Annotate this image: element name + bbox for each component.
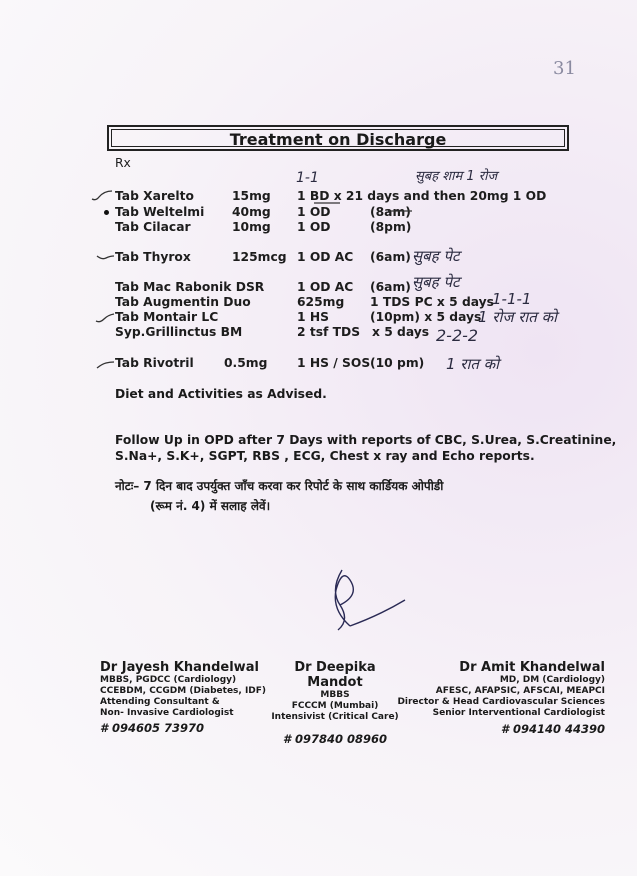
hindi-note-line-2: (रूम नं. 4) में सलाह लेवें। bbox=[150, 499, 271, 513]
doctor-qualification: Attending Consultant & bbox=[100, 697, 220, 707]
doctor-phone: # 094605 73970 bbox=[100, 721, 205, 735]
handwritten-note: 1 रोज रात को bbox=[478, 308, 557, 326]
handwritten-note: 1 रात को bbox=[446, 355, 500, 373]
check-mark-icon bbox=[96, 360, 116, 370]
underline-mark bbox=[386, 208, 416, 214]
med-name: Syp.Grillinctus BM bbox=[115, 325, 243, 339]
med-name: Tab Cilacar bbox=[115, 220, 191, 234]
med-dose: 2 tsf TDS bbox=[297, 325, 361, 339]
rx-label: Rx bbox=[115, 156, 131, 170]
med-name: Tab Weltelmi bbox=[115, 205, 205, 219]
med-dose: 625mg bbox=[297, 295, 345, 309]
med-dose: 10mg bbox=[232, 220, 271, 234]
doctor-qualification: CCEBDM, CCGDM (Diabetes, IDF) bbox=[100, 686, 267, 696]
med-time: (10 pm) bbox=[370, 356, 425, 370]
followup-line-2: S.Na+, S.K+, SGPT, RBS , ECG, Chest x ray and Echo reports. bbox=[115, 449, 535, 463]
doctor-left bbox=[100, 660, 266, 735]
med-frequency: 1 BD x 21 days and then 20mg 1 OD bbox=[297, 189, 547, 203]
med-frequency: 1 OD AC bbox=[297, 250, 354, 264]
doctor-right bbox=[397, 660, 605, 736]
handwritten-note: सुबह पेट bbox=[412, 273, 460, 291]
handwritten-note: सुबह शाम 1 रोज bbox=[415, 169, 498, 184]
med-name: Tab Montair LC bbox=[115, 310, 219, 324]
med-frequency: 1 OD AC bbox=[297, 280, 354, 294]
med-dose: 0.5mg bbox=[224, 356, 268, 370]
doctor-center bbox=[265, 660, 405, 746]
med-dose: 15mg bbox=[232, 189, 271, 203]
doctor-name: Dr Amit Khandelwal bbox=[459, 660, 605, 675]
med-name: Tab Xarelto bbox=[115, 189, 194, 203]
doctor-qualification: Director & Head Cardiovascular Sciences bbox=[397, 697, 605, 707]
med-dose: 40mg bbox=[232, 205, 271, 219]
med-frequency: 1 OD bbox=[297, 205, 331, 219]
doctor-qualification: AFESC, AFAPSIC, AFSCAI, MEAPCI bbox=[435, 686, 605, 696]
check-mark-icon bbox=[90, 189, 114, 203]
handwritten-note: सुबह पेट bbox=[412, 247, 460, 265]
bullet-icon bbox=[104, 210, 109, 215]
followup-line-1: Follow Up in OPD after 7 Days with reports of CBC, S.Urea, S.Creatinine, bbox=[115, 433, 617, 447]
doctor-qualification: MBBS, PGDCC (Cardiology) bbox=[100, 675, 237, 685]
med-frequency: 1 HS / SOS bbox=[297, 356, 371, 370]
doctor-qualification: FCCCM (Mumbai) bbox=[291, 701, 379, 711]
doctor-qualification: Intensivist (Critical Care) bbox=[271, 712, 399, 722]
doctor-name: Dr Deepika Mandot bbox=[294, 660, 376, 690]
doctor-phone: # 094140 44390 bbox=[500, 722, 605, 736]
med-dose: 125mcg bbox=[232, 250, 287, 264]
doctor-phone: # 097840 08960 bbox=[282, 732, 388, 746]
med-dose: 1 HS bbox=[297, 310, 329, 324]
doctor-qualification: MD, DM (Cardiology) bbox=[499, 675, 605, 685]
med-name: Tab Rivotril bbox=[115, 356, 194, 370]
check-mark-icon bbox=[94, 312, 116, 324]
med-frequency: 1 TDS PC x 5 days bbox=[370, 295, 494, 309]
med-time: (6am) bbox=[370, 250, 411, 264]
doctor-qualification: Senior Interventional Cardiologist bbox=[432, 708, 605, 718]
check-mark-icon bbox=[96, 252, 116, 262]
doctor-qualification: Non- Invasive Cardiologist bbox=[100, 708, 234, 718]
page-title: Treatment on Discharge bbox=[229, 130, 447, 149]
med-frequency: x 5 days bbox=[372, 325, 430, 339]
med-name: Tab Thyrox bbox=[115, 250, 191, 264]
handwritten-note: 2-2-2 bbox=[436, 326, 479, 345]
doctor-name: Dr Jayesh Khandelwal bbox=[100, 660, 259, 675]
title-box bbox=[107, 125, 569, 151]
hindi-note-line-1: नोटः– 7 दिन बाद उपर्युक्त जाँच करवा कर रिपोर्ट के साथ कार्डियक ओपीडी bbox=[115, 479, 444, 493]
med-frequency: 1 OD bbox=[297, 220, 331, 234]
med-time: (6am) bbox=[370, 280, 411, 294]
med-name: Tab Mac Rabonik DSR bbox=[115, 280, 265, 294]
page-number: 31 bbox=[553, 58, 576, 79]
doctor-signature bbox=[310, 560, 420, 645]
med-time: (8am) bbox=[370, 205, 411, 219]
med-frequency: (10pm) x 5 days bbox=[370, 310, 482, 324]
handwritten-note: 1-1-1 bbox=[492, 290, 532, 308]
handwritten-note: 1-1 bbox=[296, 170, 319, 186]
doctor-qualification: MBBS bbox=[320, 690, 350, 700]
underline-mark bbox=[312, 200, 342, 206]
med-time: (8pm) bbox=[370, 220, 412, 234]
med-name: Tab Augmentin Duo bbox=[115, 295, 251, 309]
diet-instructions: Diet and Activities as Advised. bbox=[115, 387, 327, 401]
